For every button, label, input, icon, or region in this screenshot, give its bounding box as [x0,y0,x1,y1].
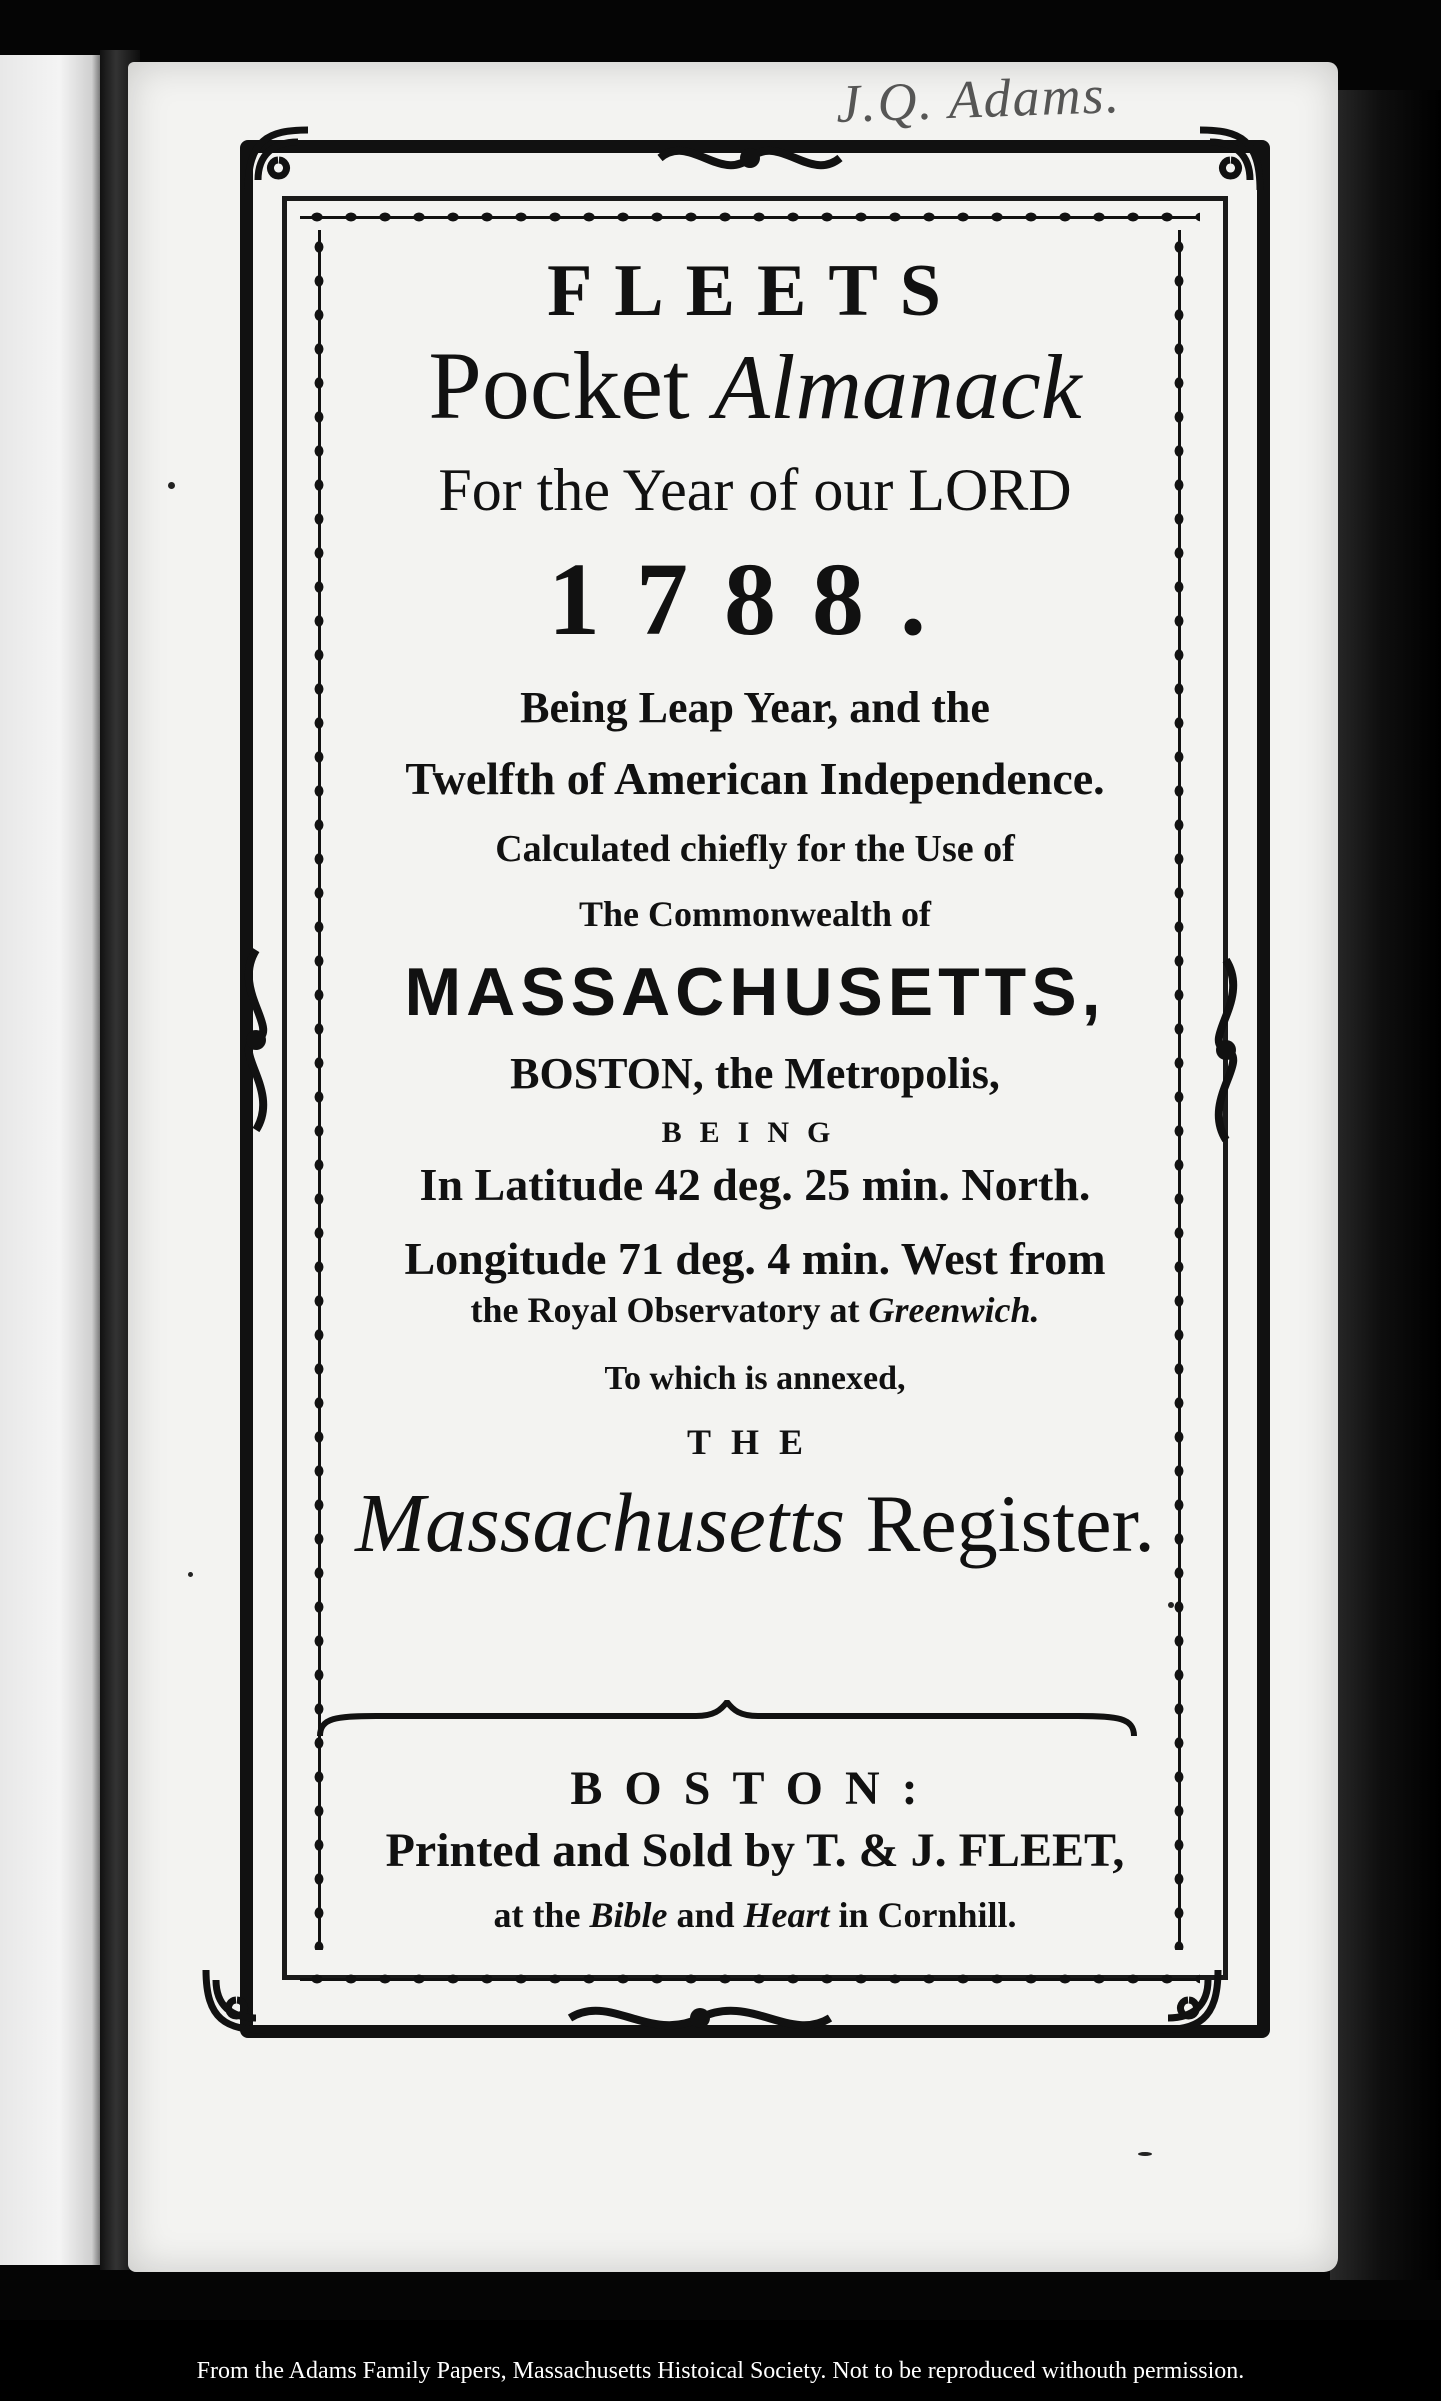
longitude-line: Longitude 71 deg. 4 min. West from [404,1233,1106,1284]
greenwich-text: Greenwich. [868,1290,1040,1330]
leap-year-line: Being Leap Year, and the [520,683,990,732]
almanack-text: Almanack [713,336,1082,438]
imprint-city: BOSTON: [570,1762,940,1815]
pocket-text: Pocket [428,332,714,439]
the-line: THE [686,1422,824,1462]
register-text: Register. [845,1478,1155,1569]
observatory-text: the Royal Observatory at [470,1290,869,1330]
being-line: BEING [661,1116,849,1149]
at-the-text: at the [493,1895,590,1935]
for-the-year-line: For the Year of our LORD [438,457,1072,523]
cornhill-text: in Cornhill. [829,1895,1017,1935]
bottom-chain-border [300,1968,1200,1990]
title-pocket-almanack [310,332,1200,439]
register-heading [310,1477,1200,1570]
facing-page-edge [0,55,108,2265]
calculated-line: Calculated chiefly for the Use of [495,828,1015,870]
boston-metropolis-line: BOSTON, the Metropolis, [510,1049,1000,1098]
ink-speck [168,482,175,489]
massachusetts-heading: MASSACHUSETTS, [404,954,1106,1030]
corner-ornament-top-left [238,120,318,200]
top-center-ornament [650,128,850,188]
corner-ornament-bottom-right [1148,1960,1228,2040]
corner-ornament-top-right [1190,120,1270,200]
observatory-line [310,1292,1200,1328]
title-text [310,240,1200,1570]
left-side-ornament [226,940,286,1140]
copyright-footer: From the Adams Family Papers, Massachusetts Histoical Society. Not to be reproduced withouth permission. [196,2358,1245,2384]
bottom-center-ornament [560,1988,840,2048]
massachusetts-italic-text: Massachusetts [355,1477,846,1570]
commonwealth-line: The Commonwealth of [579,894,931,934]
year-1788: 1788. [548,542,962,657]
right-side-ornament [1196,950,1256,1150]
page-edge-shadow [1330,90,1441,2280]
independence-line: Twelfth of American Independence. [405,753,1105,804]
ink-speck [1138,2152,1152,2156]
brace-divider [316,1700,1138,1740]
corner-ornament-bottom-left [196,1960,276,2040]
top-chain-border [300,206,1200,228]
and-text: and [667,1895,744,1935]
handwritten-signature: J.Q. Adams. [835,64,1122,134]
title-fleets: FLEETS [547,250,963,332]
imprint-block [310,1762,1200,1935]
latitude-line: In Latitude 42 deg. 25 min. North. [419,1159,1091,1210]
ink-speck [188,1572,193,1577]
heart-text: Heart [743,1895,830,1935]
annexed-line: To which is annexed, [604,1360,906,1397]
imprint-printer: Printed and Sold by T. & J. FLEET, [385,1824,1125,1877]
imprint-address [310,1897,1200,1933]
bible-text: Bible [589,1895,668,1935]
